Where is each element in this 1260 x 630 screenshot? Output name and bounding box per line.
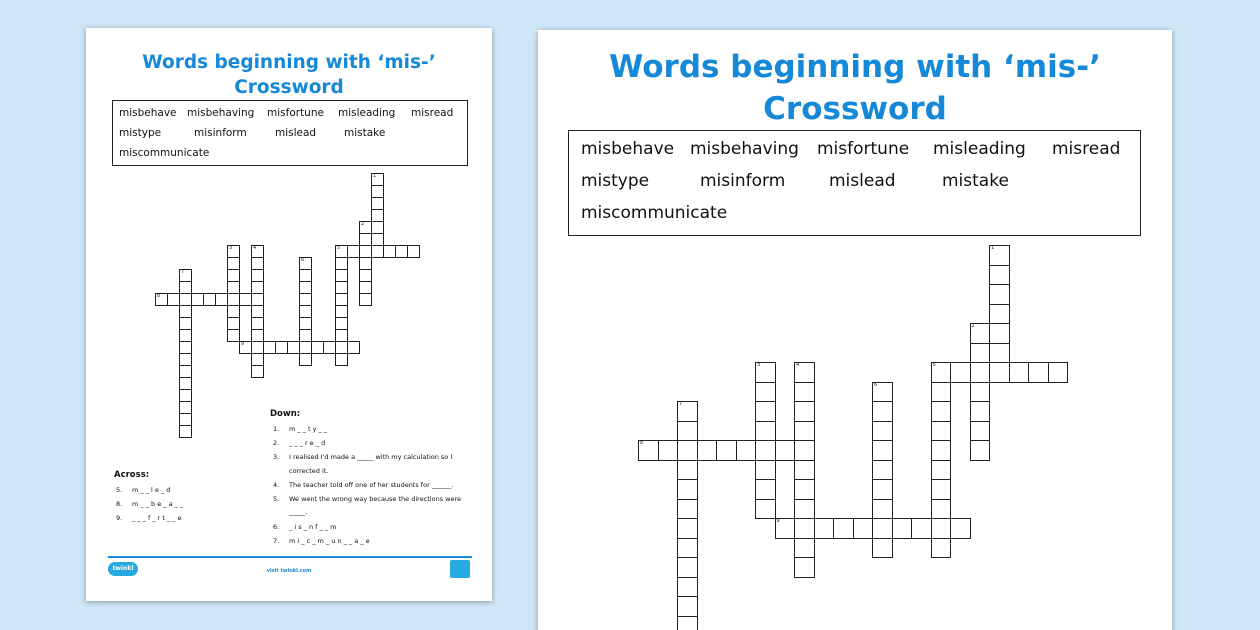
- crossword-cell: [775, 518, 796, 539]
- down-clue: 3. I realised I'd made a _____ with my calculation so I: [273, 453, 453, 461]
- crossword-cell: [716, 440, 737, 461]
- crossword-cell: [179, 425, 192, 438]
- crossword-cell: [755, 362, 776, 383]
- crossword-cell: [872, 421, 893, 442]
- clue-number: 5: [337, 245, 341, 251]
- crossword-cell: [911, 518, 932, 539]
- crossword-cell: [677, 440, 698, 461]
- crossword-cell: [215, 293, 228, 306]
- across-heading: Across:: [114, 470, 150, 480]
- crossword-cell: [931, 382, 952, 403]
- down-clue: 2. _ _ _ r e _ d: [273, 439, 326, 447]
- crossword-cell: [970, 362, 991, 383]
- crossword-cell: [677, 538, 698, 559]
- crossword-cell: [677, 460, 698, 481]
- crossword-cell: [872, 518, 893, 539]
- crossword-cell: [794, 401, 815, 422]
- word-bank-item: miscommunicate: [119, 147, 210, 159]
- clue-number: 7: [181, 269, 185, 275]
- title-line-1: Words beginning with ‘mis-’: [609, 49, 1101, 85]
- crossword-cell: [239, 341, 252, 354]
- crossword-cell: [931, 440, 952, 461]
- title-line-1: Words beginning with ‘mis-’: [142, 52, 436, 73]
- crossword-cell: [359, 293, 372, 306]
- crossword-cell: [794, 479, 815, 500]
- crossword-cell: [323, 341, 336, 354]
- crossword-cell: [755, 421, 776, 442]
- clue-number: 2: [971, 323, 975, 329]
- word-bank-item: mistype: [581, 171, 650, 191]
- crossword-cell: [931, 479, 952, 500]
- crossword-cell: [931, 362, 952, 383]
- word-bank-item: misinform: [700, 171, 786, 191]
- word-bank-item: misbehave: [119, 107, 177, 119]
- crossword-cell: [677, 557, 698, 578]
- crossword-cell: [989, 323, 1010, 344]
- across-clue: 9. _ _ _ f _ r t _ _ e: [116, 514, 182, 522]
- crossword-cell: [970, 401, 991, 422]
- title-line-2: Crossword: [234, 77, 344, 98]
- clue-number: 1: [991, 245, 995, 251]
- crossword-cell: [931, 421, 952, 442]
- crossword-cell: [989, 343, 1010, 364]
- down-clue: 1. m _ _ t y _ _: [273, 425, 328, 433]
- crossword-cell: [794, 382, 815, 403]
- down-clue: 7. m i _ c _ m _ u n _ _ a _ e: [273, 537, 370, 545]
- down-clue: 5. We went the wrong way because the directions were: [273, 495, 462, 503]
- crossword-cell: [347, 341, 360, 354]
- word-bank-item: miscommunicate: [581, 203, 728, 223]
- across-clue: 8. m _ _ b e _ a _ _: [116, 500, 184, 508]
- word-bank-item: misread: [1052, 139, 1121, 159]
- crossword-cell: [931, 538, 952, 559]
- crossword-cell: [892, 518, 913, 539]
- crossword-cell: [755, 499, 776, 520]
- crossword-cell: [970, 323, 991, 344]
- down-clue: corrected it.: [289, 467, 329, 475]
- across-clue: 5. m _ _ l e _ d: [116, 486, 171, 494]
- crossword-cell: [239, 293, 252, 306]
- crossword-cell: [251, 365, 264, 378]
- clue-number: 8: [157, 293, 161, 299]
- crossword-cell: [755, 401, 776, 422]
- word-bank-item: misinform: [194, 127, 247, 139]
- down-heading: Down:: [270, 409, 301, 419]
- crossword-cell: [989, 245, 1010, 266]
- word-bank-item: misread: [411, 107, 454, 119]
- word-bank-item: misleading: [338, 107, 396, 119]
- crossword-cell: [989, 362, 1010, 383]
- crossword-cell: [970, 382, 991, 403]
- crossword-cell: [872, 460, 893, 481]
- crossword-cell: [794, 538, 815, 559]
- crossword-cell: [814, 518, 835, 539]
- crossword-cell: [677, 479, 698, 500]
- crossword-cell: [989, 304, 1010, 325]
- crossword-cell: [755, 479, 776, 500]
- clue-number: 4: [253, 245, 257, 251]
- crossword-cell: [833, 518, 854, 539]
- crossword-cell: [872, 499, 893, 520]
- word-bank: [112, 100, 468, 166]
- crossword-cell: [775, 440, 796, 461]
- crossword-cell: [931, 499, 952, 520]
- worksheet-title: [538, 46, 1172, 130]
- crossword-cell: [1028, 362, 1049, 383]
- worksheet-preview-left: [86, 28, 492, 601]
- clue-number: 3: [229, 245, 233, 251]
- crossword-cell: [638, 440, 659, 461]
- clue-number: 4: [796, 362, 800, 368]
- twinkl-badge-icon: [450, 560, 470, 578]
- clue-number: 3: [757, 362, 761, 368]
- crossword-cell: [677, 596, 698, 617]
- crossword-cell: [677, 616, 698, 630]
- crossword-cell: [950, 362, 971, 383]
- crossword-cell: [1048, 362, 1069, 383]
- crossword-cell: [931, 460, 952, 481]
- crossword-cell: [970, 421, 991, 442]
- crossword-cell: [853, 518, 874, 539]
- crossword-cell: [167, 293, 180, 306]
- crossword-cell: [299, 353, 312, 366]
- crossword-cell: [736, 440, 757, 461]
- clue-number: 9: [776, 518, 780, 524]
- crossword-cell: [677, 421, 698, 442]
- clue-number: 2: [361, 221, 365, 227]
- crossword-cell: [794, 362, 815, 383]
- crossword-cell: [794, 557, 815, 578]
- word-bank-item: mistake: [344, 127, 386, 139]
- down-clue: 6. _ i s _ n f _ _ m: [273, 523, 337, 531]
- crossword-cell: [677, 518, 698, 539]
- word-bank-item: misfortune: [817, 139, 910, 159]
- clue-number: 6: [301, 257, 305, 263]
- crossword-cell: [755, 382, 776, 403]
- crossword-cell: [287, 341, 300, 354]
- crossword-cell: [931, 401, 952, 422]
- crossword-cell: [989, 265, 1010, 286]
- crossword-cell: [794, 460, 815, 481]
- crossword-cell: [970, 440, 991, 461]
- title-line-2: Crossword: [763, 91, 947, 127]
- footer-divider: [108, 556, 472, 558]
- crossword-cell: [677, 499, 698, 520]
- word-bank-item: mislead: [829, 171, 896, 191]
- crossword-cell: [872, 401, 893, 422]
- down-clue: _____.: [289, 508, 308, 516]
- word-bank-item: mislead: [275, 127, 317, 139]
- crossword-cell: [794, 440, 815, 461]
- twinkl-logo: twinkl: [108, 562, 138, 576]
- word-bank-item: mistype: [119, 127, 162, 139]
- crossword-cell: [794, 421, 815, 442]
- word-bank-item: misbehaving: [187, 107, 255, 119]
- crossword-cell: [872, 538, 893, 559]
- crossword-cell: [658, 440, 679, 461]
- clue-number: 6: [874, 381, 878, 388]
- word-bank-item: misbehave: [581, 139, 675, 159]
- crossword-cell: [755, 440, 776, 461]
- crossword-cell: [697, 440, 718, 461]
- word-bank: [568, 130, 1141, 236]
- worksheet-title: [86, 50, 492, 100]
- crossword-cell: [872, 479, 893, 500]
- crossword-cell: [407, 245, 420, 258]
- word-bank-item: mistake: [942, 171, 1009, 191]
- clue-number: 7: [679, 401, 683, 407]
- crossword-cell: [1009, 362, 1030, 383]
- crossword-cell: [989, 284, 1010, 305]
- crossword-cell: [335, 353, 348, 366]
- down-clue: 4. The teacher told off one of her students for ______.: [273, 481, 454, 489]
- crossword-cell: [931, 518, 952, 539]
- crossword-cell: [950, 518, 971, 539]
- crossword-cell: [872, 382, 893, 403]
- crossword-cell: [677, 401, 698, 422]
- crossword-cell: [794, 499, 815, 520]
- crossword-cell: [872, 440, 893, 461]
- crossword-cell: [794, 518, 815, 539]
- crossword-cell: [755, 460, 776, 481]
- word-bank-item: misbehaving: [690, 139, 799, 159]
- crossword-cell: [970, 343, 991, 364]
- crossword-cell: [677, 577, 698, 598]
- clue-number: 8: [640, 440, 644, 446]
- clue-number: 1: [373, 173, 377, 179]
- visit-link: visit twinkl.com: [266, 568, 312, 574]
- worksheet-preview-right: [538, 30, 1172, 630]
- crossword-cell: [347, 245, 360, 258]
- word-bank-item: misfortune: [267, 107, 324, 119]
- clue-number: 5: [932, 362, 936, 368]
- clue-number: 9: [241, 341, 245, 347]
- word-bank-item: misleading: [933, 139, 1026, 159]
